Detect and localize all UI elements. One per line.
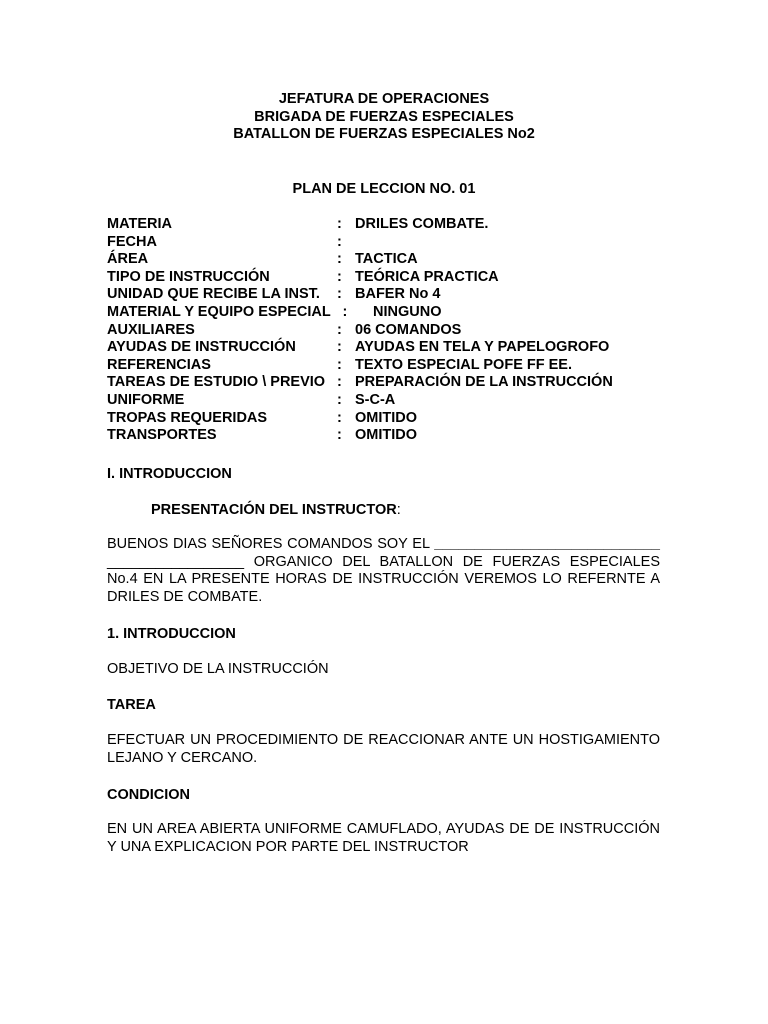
plan-title: PLAN DE LECCION NO. 01 — [292, 181, 476, 197]
field-row — [107, 286, 667, 304]
condition-heading: CONDICION — [107, 787, 190, 803]
field-colon: : — [337, 427, 342, 444]
field-row — [107, 234, 667, 252]
field-label: TRANSPORTES — [107, 427, 217, 444]
unit-blank: _________________ — [107, 553, 245, 570]
presentation-suffix: : — [396, 502, 401, 518]
field-value: TACTICA — [355, 251, 418, 268]
greeting-paragraph — [107, 536, 660, 606]
field-row — [107, 392, 667, 410]
field-colon: : — [337, 391, 342, 408]
condition-paragraph: EN UN AREA ABIERTA UNIFORME CAMUFLADO, AYUDAS DE DE INSTRUCCIÓN Y UNA EXPLICACION POR PARTE DEL INSTRUCTOR — [107, 821, 660, 855]
field-value: NINGUNO — [373, 303, 442, 320]
document-header — [0, 91, 768, 144]
intro-heading: I. INTRODUCCION — [107, 466, 232, 482]
field-row — [107, 427, 667, 445]
field-value: OMITIDO — [355, 409, 418, 426]
field-value: 06 COMANDOS — [355, 321, 462, 338]
field-row — [107, 304, 667, 322]
field-label: UNIFORME — [107, 391, 185, 408]
field-colon: : — [337, 251, 342, 268]
field-value: TEXTO ESPECIAL POFE FF EE. — [355, 356, 573, 373]
field-colon: : — [337, 216, 342, 232]
field-label: TROPAS REQUERIDAS — [107, 409, 268, 426]
field-label: AYUDAS DE INSTRUCCIÓN — [107, 339, 296, 356]
header-line-2: BRIGADA DE FUERZAS ESPECIALES — [254, 108, 514, 125]
field-row — [107, 251, 667, 269]
field-label: REFERENCIAS — [107, 356, 211, 373]
field-row — [107, 216, 667, 234]
field-row — [107, 339, 667, 357]
field-colon: : — [337, 409, 342, 426]
field-colon: : — [337, 321, 342, 338]
field-label: MATERIA — [107, 216, 172, 232]
field-label: UNIDAD QUE RECIBE LA INST. — [107, 286, 320, 303]
presentation-heading — [151, 501, 401, 519]
field-row — [107, 410, 667, 428]
task-heading: TAREA — [107, 697, 156, 713]
field-value: BAFER No 4 — [355, 286, 441, 303]
presentation-label: PRESENTACIÓN DEL INSTRUCTOR — [151, 502, 397, 518]
field-value: AYUDAS EN TELA Y PAPELOGROFO — [355, 339, 610, 356]
field-value: PREPARACIÓN DE LA INSTRUCCIÓN — [355, 374, 613, 391]
field-colon: : — [337, 268, 342, 285]
field-label: TAREAS DE ESTUDIO \ PREVIO — [107, 374, 326, 391]
field-colon: : — [337, 286, 342, 303]
field-row — [107, 374, 667, 392]
field-row — [107, 322, 667, 340]
field-colon: : — [337, 233, 342, 250]
field-row — [107, 269, 667, 287]
field-colon: : — [337, 374, 342, 391]
objective-text: OBJETIVO DE LA INSTRUCCIÓN — [107, 661, 329, 677]
section-1-heading: 1. INTRODUCCION — [107, 626, 236, 642]
field-value: S-C-A — [355, 391, 396, 408]
field-value: TEÓRICA PRACTICA — [355, 268, 499, 285]
header-line-3: BATALLON DE FUERZAS ESPECIALES No2 — [233, 126, 535, 143]
lesson-fields — [107, 216, 667, 445]
field-row — [107, 357, 667, 375]
name-blank: ____________________________ — [434, 536, 660, 552]
greeting-rest: ORGANICO DEL BATALLON DE FUERZAS ESPECIALES No.4 EN LA PRESENTE HORAS DE INSTRUCCIÓN VEREMOS LO REFERNTE A DRILES DE COMBATE. — [107, 553, 660, 605]
field-label: MATERIAL Y EQUIPO ESPECIAL : — [107, 303, 348, 320]
field-label: TIPO DE INSTRUCCIÓN — [107, 268, 270, 285]
field-value: DRILES COMBATE. — [355, 216, 489, 232]
field-label: ÁREA — [107, 251, 149, 268]
field-colon: : — [337, 339, 342, 356]
field-colon: : — [337, 356, 342, 373]
field-label: AUXILIARES — [107, 321, 195, 338]
greeting-prefix: BUENOS DIAS SEÑORES COMANDOS SOY EL — [107, 536, 435, 552]
field-value: OMITIDO — [355, 427, 418, 444]
field-label: FECHA — [107, 233, 157, 250]
header-line-1: JEFATURA DE OPERACIONES — [278, 91, 490, 107]
task-paragraph: EFECTUAR UN PROCEDIMIENTO DE REACCIONAR ANTE UN HOSTIGAMIENTO LEJANO Y CERCANO. — [107, 732, 660, 766]
